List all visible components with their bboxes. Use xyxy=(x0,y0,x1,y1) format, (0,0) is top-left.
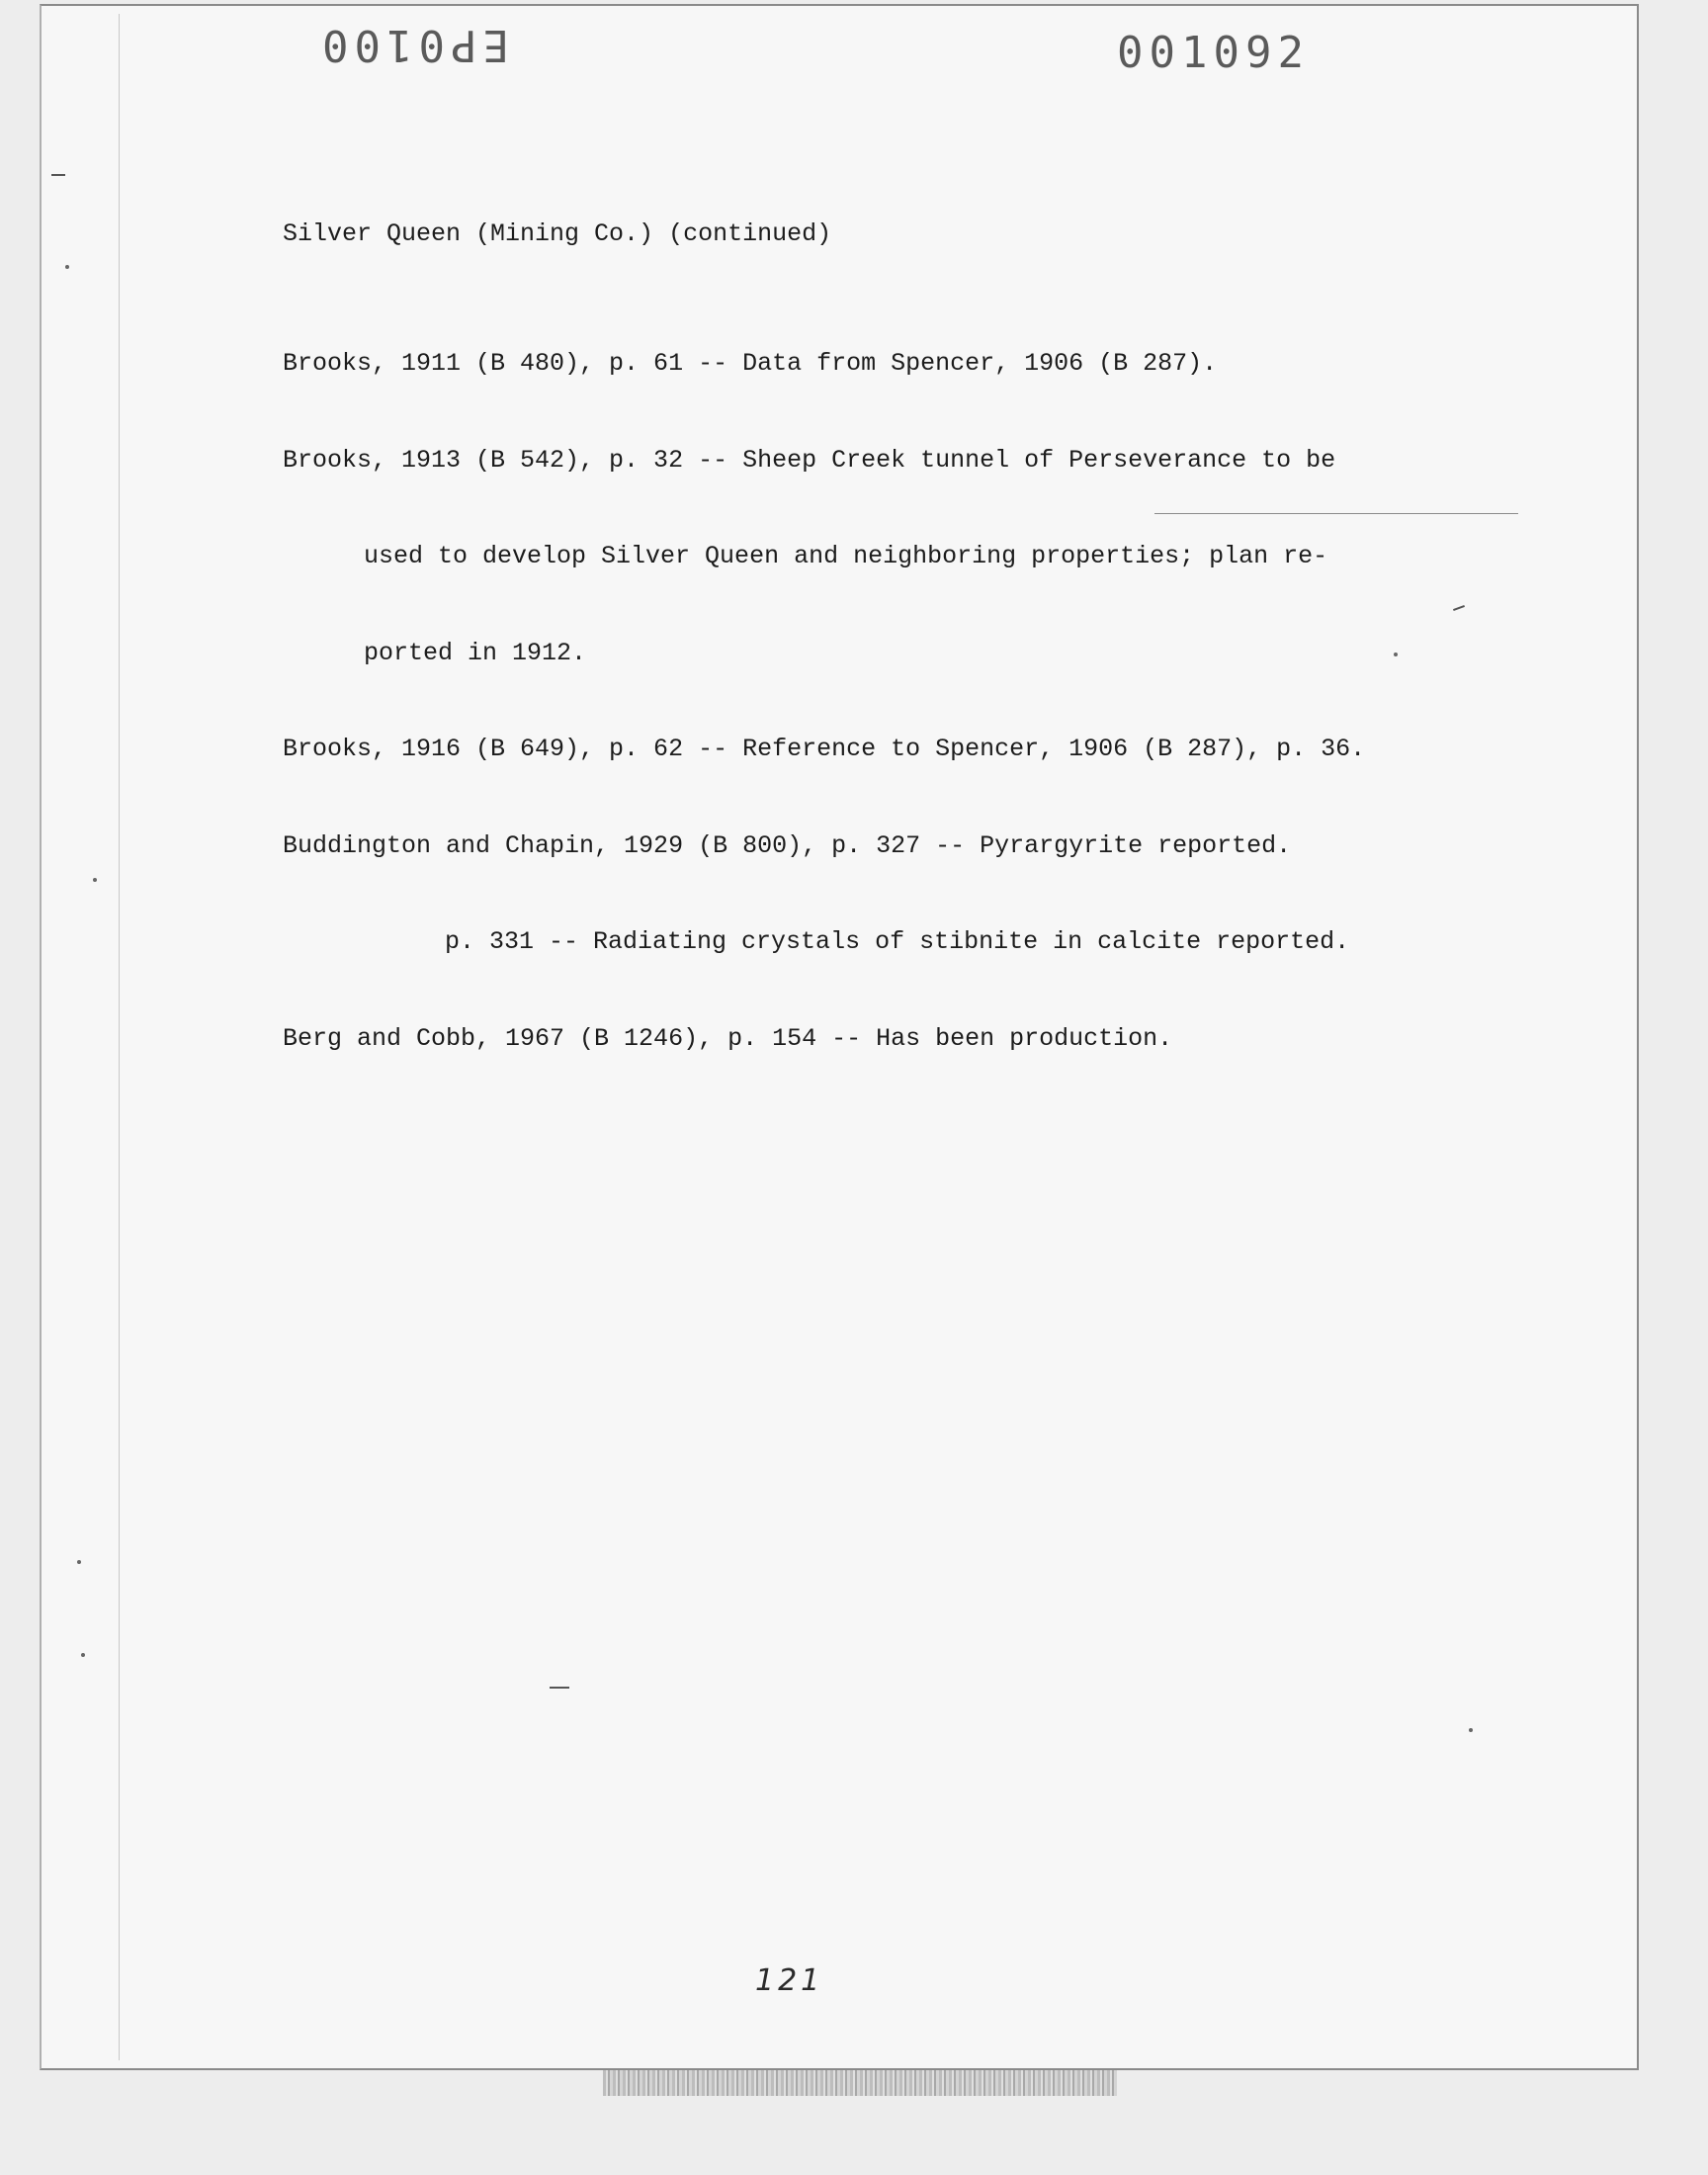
scan-speck xyxy=(1469,1728,1473,1732)
reference-line: Brooks, 1911 (B 480), p. 61 -- Data from Spencer, 1906 (B 287). xyxy=(283,349,1218,378)
page-number: 121 xyxy=(755,1963,824,1998)
reference-line: Berg and Cobb, 1967 (B 1246), p. 154 -- Has been production. xyxy=(283,1023,1173,1053)
reference-continuation: used to develop Silver Queen and neighboring properties; plan re- xyxy=(364,542,1328,570)
scan-speck xyxy=(93,878,97,882)
reference-list xyxy=(283,284,1528,1088)
scan-dash xyxy=(550,1687,569,1689)
scan-speck xyxy=(77,1560,81,1564)
reference-line: Brooks, 1913 (B 542), p. 32 -- Sheep Creek tunnel of Perseverance to be xyxy=(283,445,1336,475)
pencil-underline xyxy=(1154,513,1518,514)
scanner-edge-strip xyxy=(603,2070,1117,2096)
scan-speck xyxy=(81,1653,85,1657)
scan-speck xyxy=(1394,652,1398,656)
header-stamp-right: 001092 xyxy=(1117,28,1310,78)
section-heading: Silver Queen (Mining Co.) (continued) xyxy=(283,219,832,248)
page-edge-rule xyxy=(119,14,120,2060)
reference-subentry: p. 331 -- Radiating crystals of stibnite in calcite reported. xyxy=(445,927,1350,956)
reference-line: Brooks, 1916 (B 649), p. 62 -- Reference to Spencer, 1906 (B 287), p. 36. xyxy=(283,735,1366,763)
scan-dash xyxy=(51,174,65,176)
reference-line: Buddington and Chapin, 1929 (B 800), p. 327 -- Pyrargyrite reported. xyxy=(283,830,1292,860)
header-stamp-left: EP0100 xyxy=(316,20,509,70)
reference-continuation: ported in 1912. xyxy=(364,638,587,667)
scan-speck xyxy=(65,265,69,269)
